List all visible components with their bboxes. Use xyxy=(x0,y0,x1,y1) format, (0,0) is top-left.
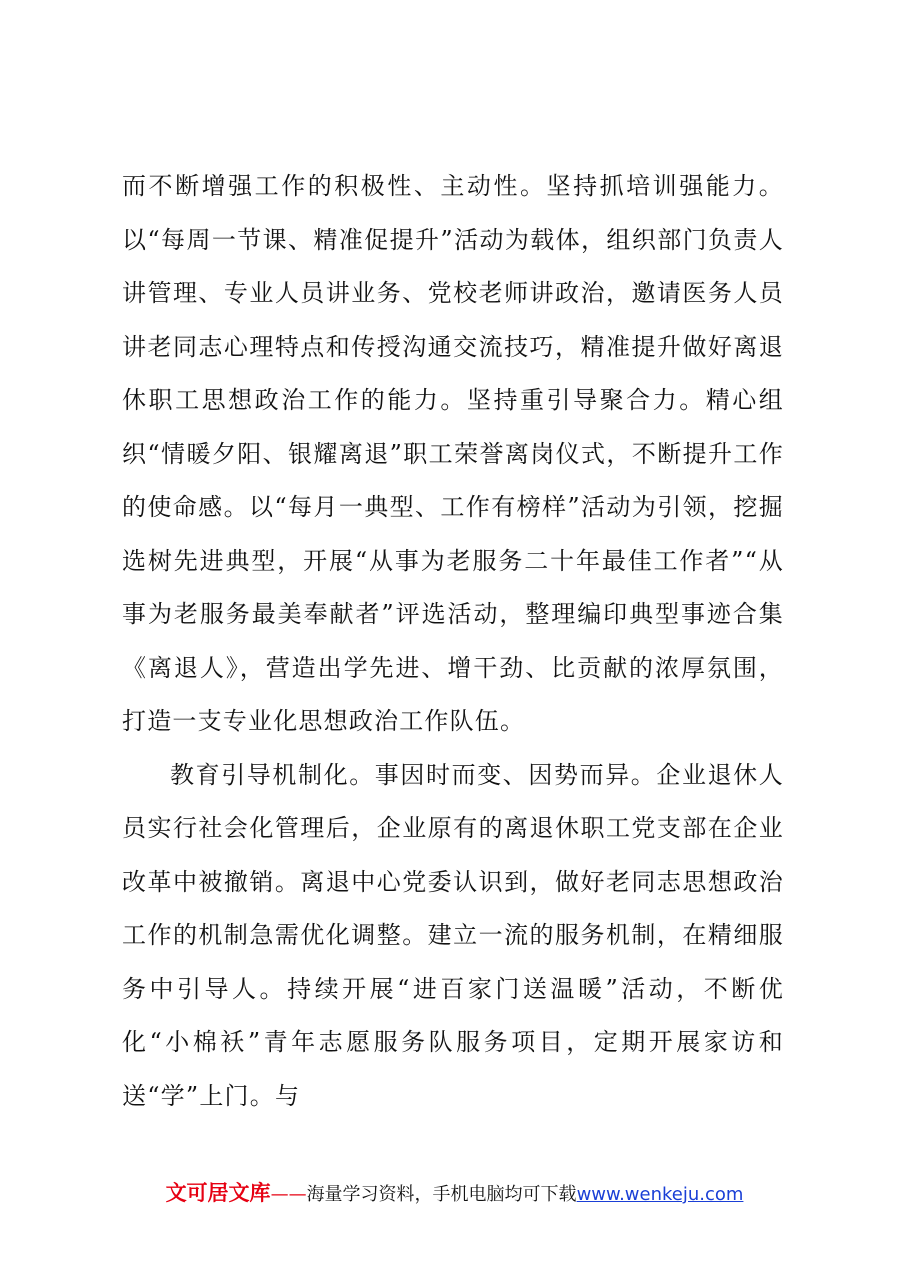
footer-dash: —— xyxy=(270,1184,307,1205)
footer-site-link[interactable]: www.wenkeju.com xyxy=(576,1184,744,1205)
document-body xyxy=(122,160,784,1123)
page-footer xyxy=(0,1178,909,1210)
paragraph-1: 而不断增强工作的积极性、主动性。坚持抓培训强能力。以“每周一节课、精准促提升”活动为载体，组织部门负责人讲管理、专业人员讲业务、党校老师讲政治，邀请医务人员讲老同志心理特点和传授沟通交流技巧，精准提升做好离退休职工思想政治工作的能力。坚持重引导聚合力。精心组织“情暖夕阳、银耀离退”职工荣誉离岗仪式，不断提升工作的使命感。以“每月一典型、工作有榜样”活动为引领，挖掘选树先进典型，开展“从事为老服务二十年最佳工作者”“从事为老服务最美奉献者”评选活动，整理编印典型事迹合集《离退人》，营造出学先进、增干劲、比贡献的浓厚氛围，打造一支专业化思想政治工作队伍。 xyxy=(122,172,784,735)
footer-tagline: 海量学习资料，手机电脑均可下载 xyxy=(306,1184,577,1205)
footer-brand: 文可居文库 xyxy=(165,1181,271,1205)
paragraph-2: 教育引导机制化。事因时而变、因势而异。企业退休人员实行社会化管理后，企业原有的离退休职工党支部在企业改革中被撤销。离退中心党委认识到，做好老同志思想政治工作的机制急需优化调整。建立一流的服务机制，在精细服务中引导人。持续开展“进百家门送温暖”活动，不断优化“小棉袄”青年志愿服务队服务项目，定期开展家访和送“学”上门。与 xyxy=(122,760,784,1110)
